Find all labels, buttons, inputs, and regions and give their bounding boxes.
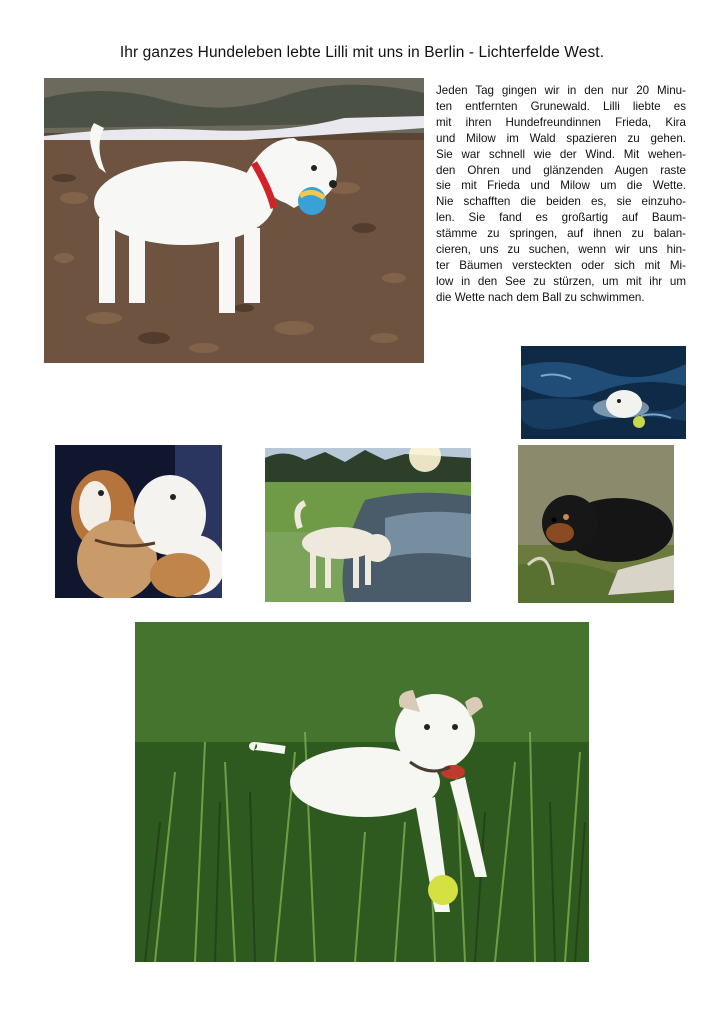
story-line: mit ihren Hundefreundinnen Frieda, Kira [436, 115, 686, 129]
story-line: ter Bäumen versteckten oder sich mit Mi- [436, 258, 686, 272]
photo-dog-swimming [521, 346, 686, 439]
photo-black-dog [518, 445, 674, 603]
story-line: und Milow im Wald spazieren zu gehen. [436, 131, 686, 145]
photo-dog-with-ball [44, 78, 424, 363]
story-line: Jeden Tag gingen wir in den nur 20 Minu- [436, 84, 686, 97]
photo-dog-in-grass [135, 622, 589, 962]
photo-dog-at-pond [265, 448, 471, 602]
photo-three-dogs [55, 445, 222, 598]
story-line: die Wette nach dem Ball zu schwimmen. [436, 290, 645, 304]
page-title: Ihr ganzes Hundeleben lebte Lilli mit uns in Berlin - Lichterfelde West. [119, 44, 605, 61]
story-line: ten entfernten Grunewald. Lilli liebte es [436, 99, 686, 113]
story-line: cieren, uns zu suchen, wenn wir uns hin- [436, 243, 686, 257]
story-line: Sie war schnell wie der Wind. Mit wehen- [436, 147, 686, 161]
story-line: stämme zu springen, auf ihnen zu balan- [436, 227, 686, 241]
story-line: den Ohren und glänzenden Augen raste [436, 163, 686, 177]
story-line: len. Sie fand es großartig auf Baum- [436, 211, 686, 225]
story-line: sie mit Frieda und Milow um die Wette. [436, 179, 686, 193]
story-line: low in den See zu stürzen, um mit ihr um [436, 274, 686, 288]
story-line: Nie schafften die beiden es, sie einzuho- [436, 195, 686, 209]
story-text [436, 83, 686, 306]
